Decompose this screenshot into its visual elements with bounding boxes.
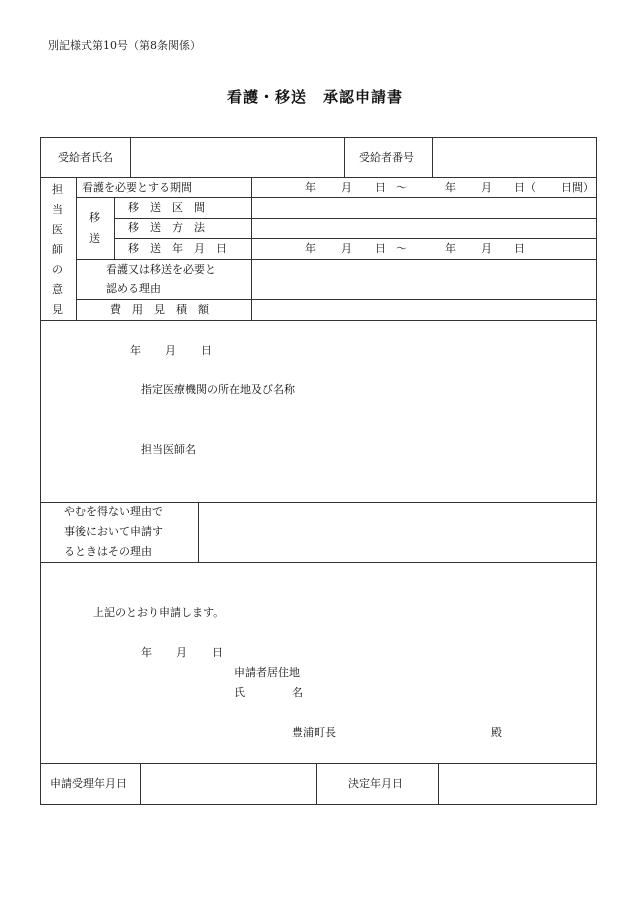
transport-date-label: 移 送 年 月 日	[128, 242, 227, 255]
month-label: 月	[481, 242, 492, 255]
col-divider	[76, 177, 77, 320]
applicant-number-label: 受給者番号	[359, 151, 414, 164]
nursing-period-label: 看護を必要とする期間	[82, 181, 192, 194]
transport-section-field[interactable]	[252, 198, 596, 218]
applicant-number-field[interactable]	[433, 138, 596, 177]
side-char: 医	[52, 223, 63, 236]
doctor-date-month: 月	[165, 344, 176, 357]
tilde: ～	[396, 181, 407, 194]
application-date-year: 年	[141, 646, 152, 659]
decision-date-label: 決定年月日	[348, 777, 403, 790]
doctor-date-day: 日	[201, 344, 212, 357]
col-divider	[114, 197, 115, 259]
transport-section-label: 移 送 区 間	[128, 201, 205, 214]
col-divider	[316, 763, 317, 804]
institution-label: 指定医療機関の所在地及び名称	[141, 383, 295, 396]
unavoidable-label-line3: るときはその理由	[64, 545, 152, 558]
reason-label-line2: 認める理由	[106, 282, 161, 295]
unavoidable-reason-field[interactable]	[199, 503, 596, 562]
applicant-name-field[interactable]	[131, 138, 344, 177]
transport-char: 移	[89, 211, 100, 224]
row-divider	[40, 320, 597, 321]
transport-char: 送	[89, 232, 100, 245]
side-char: 師	[52, 243, 63, 256]
year-label: 年	[445, 242, 456, 255]
row-divider	[40, 562, 597, 563]
table-border-bottom	[40, 804, 597, 805]
col-divider	[344, 137, 345, 177]
side-char: 担	[52, 183, 63, 196]
cost-label: 費 用 見 積 額	[110, 303, 209, 316]
received-date-field[interactable]	[141, 764, 316, 804]
unavoidable-label-line2: 事後において申請す	[64, 525, 163, 538]
row-divider	[114, 238, 597, 239]
form-id: 別記様式第10号（第8条関係）	[48, 39, 201, 52]
side-char: 意	[52, 283, 63, 296]
applicant-name-label: 受給者氏名	[58, 151, 113, 164]
application-date-day: 日	[212, 646, 223, 659]
day-label: 日	[514, 242, 525, 255]
month-label: 月	[481, 181, 492, 194]
year-label: 年	[445, 181, 456, 194]
month-label: 月	[341, 181, 352, 194]
received-date-label: 申請受理年月日	[50, 777, 127, 790]
tilde: ～	[396, 242, 407, 255]
application-statement: 上記のとおり申請します。	[93, 606, 225, 619]
page-title: 看護・移送 承認申請書	[226, 88, 403, 106]
day-label: 日	[375, 242, 386, 255]
side-char: 当	[52, 203, 63, 216]
reason-field[interactable]	[252, 260, 596, 299]
addressee: 豊浦町長	[292, 726, 336, 739]
side-char: 見	[52, 303, 63, 316]
cost-field[interactable]	[252, 300, 596, 320]
transport-method-field[interactable]	[252, 219, 596, 238]
table-border-right	[596, 137, 597, 805]
doctor-name-label: 担当医師名	[141, 443, 196, 456]
table-border-left	[40, 137, 41, 805]
year-label: 年	[305, 242, 316, 255]
doctor-date-year: 年	[130, 344, 141, 357]
decision-date-field[interactable]	[439, 764, 596, 804]
day-label: 日	[375, 181, 386, 194]
unavoidable-label-line1: やむを得ない理由で	[64, 505, 163, 518]
application-date-month: 月	[176, 646, 187, 659]
applicant-address-label: 申請者居住地	[234, 666, 300, 679]
row-divider	[40, 177, 597, 178]
reason-label-line1: 看護又は移送を必要と	[106, 263, 216, 276]
side-char: の	[52, 263, 63, 276]
month-label: 月	[341, 242, 352, 255]
days-label: 日間）	[561, 181, 594, 194]
day-label: 日（	[514, 181, 536, 194]
honorific: 殿	[491, 726, 502, 739]
year-label: 年	[305, 181, 316, 194]
transport-method-label: 移 送 方 法	[128, 221, 205, 234]
applicant-name-label-2: 名	[292, 686, 303, 699]
applicant-name-label-1: 氏	[234, 686, 245, 699]
